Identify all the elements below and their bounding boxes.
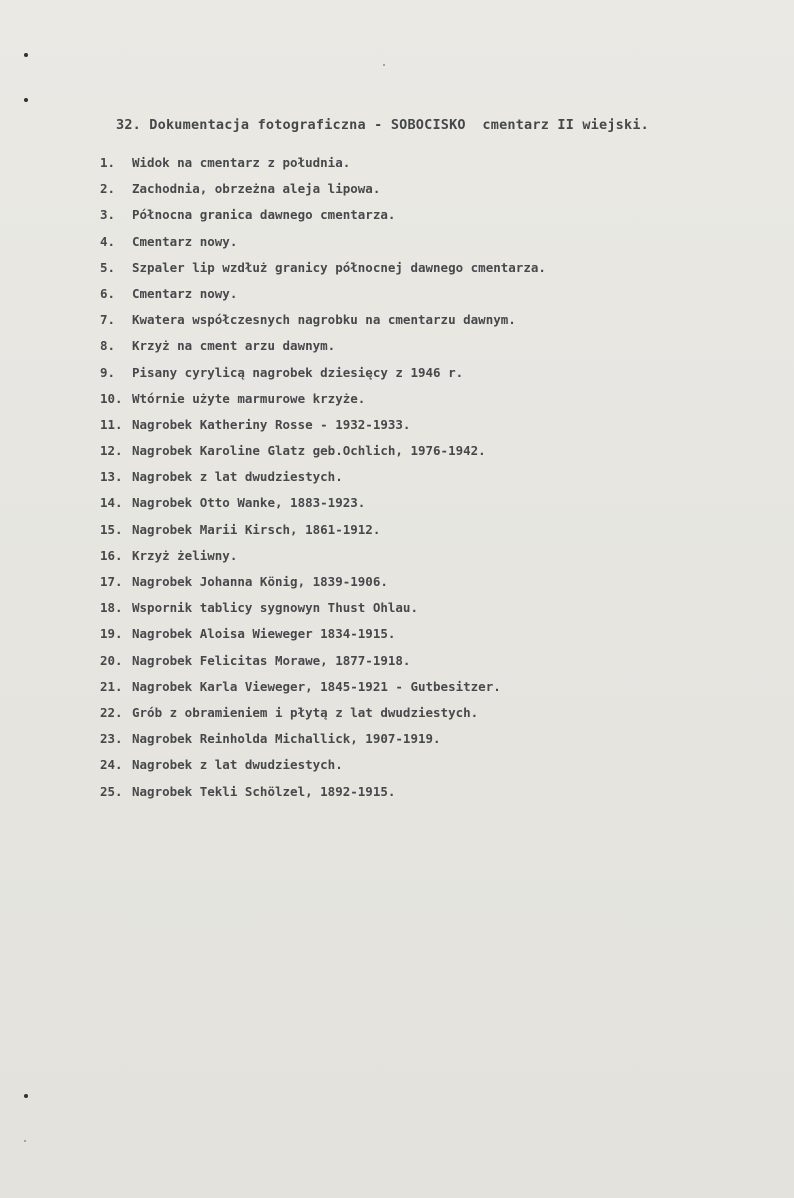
list-item-text: Nagrobek Marii Kirsch, 1861-1912. bbox=[132, 521, 381, 537]
list-item-number: 1. bbox=[100, 155, 116, 170]
list-item bbox=[100, 674, 546, 700]
list-item-text: Nagrobek Karla Vieweger, 1845-1921 - Gutbesitzer. bbox=[132, 678, 501, 694]
list-item-text: Wspornik tablicy sygnowyn Thust Ohlau. bbox=[132, 600, 418, 616]
list-item bbox=[100, 569, 546, 595]
list-item-number: 12. bbox=[100, 443, 123, 459]
list-item-text: Kwatera współczesnych nagrobku na cmentarzu dawnym. bbox=[132, 312, 516, 328]
list-item bbox=[100, 517, 546, 543]
list-item-number: 18. bbox=[100, 600, 123, 616]
list-item-number: 7. bbox=[100, 312, 116, 328]
list-item bbox=[100, 255, 546, 281]
punch-hole-mark bbox=[24, 1094, 28, 1098]
list-item bbox=[100, 333, 546, 359]
list-item bbox=[100, 150, 546, 176]
list-item bbox=[100, 307, 546, 333]
list-item-text: Cmentarz nowy. bbox=[132, 285, 238, 301]
list-item-number: 16. bbox=[100, 547, 123, 563]
list-item bbox=[100, 438, 546, 464]
punch-hole-mark bbox=[24, 53, 28, 57]
list-item-text: Nagrobek Aloisa Wieweger 1834-1915. bbox=[132, 626, 396, 642]
punch-hole-mark bbox=[24, 98, 28, 102]
list-item-number: 6. bbox=[100, 285, 116, 301]
list-item-text: Widok na cmentarz z południa. bbox=[132, 155, 351, 170]
list-item-text: Północna granica dawnego cmentarza. bbox=[132, 207, 396, 223]
list-item-number: 21. bbox=[100, 678, 123, 694]
list-item-text: Szpaler lip wzdłuż granicy północnej dawnego cmentarza. bbox=[132, 259, 546, 275]
list-item-number: 10. bbox=[100, 390, 123, 406]
list-item bbox=[100, 543, 546, 569]
list-item-number: 5. bbox=[100, 259, 116, 275]
list-item bbox=[100, 621, 546, 647]
list-item-text: Nagrobek Otto Wanke, 1883-1923. bbox=[132, 495, 366, 511]
list-item-text: Krzyż żeliwny. bbox=[132, 547, 238, 563]
paper-speck bbox=[383, 64, 385, 66]
list-item-number: 13. bbox=[100, 469, 123, 485]
list-item-text: Zachodnia, obrzeżna aleja lipowa. bbox=[132, 181, 381, 197]
list-item-text: Cmentarz nowy. bbox=[132, 233, 238, 249]
list-item-number: 3. bbox=[100, 207, 116, 223]
paper-speck bbox=[24, 1140, 26, 1142]
list-item bbox=[100, 176, 546, 202]
list-item-text: Nagrobek z lat dwudziestych. bbox=[132, 469, 343, 485]
photo-list bbox=[100, 150, 546, 805]
list-item-text: Pisany cyrylicą nagrobek dziesięcy z 1946 r. bbox=[132, 364, 464, 380]
list-item bbox=[100, 386, 546, 412]
list-item-text: Wtórnie użyte marmurowe krzyże. bbox=[132, 390, 366, 406]
list-item bbox=[100, 648, 546, 674]
list-item-number: 22. bbox=[100, 704, 123, 720]
list-item bbox=[100, 412, 546, 438]
list-item-number: 24. bbox=[100, 757, 123, 773]
list-item-number: 20. bbox=[100, 652, 123, 668]
list-item-number: 9. bbox=[100, 364, 116, 380]
list-item bbox=[100, 595, 546, 621]
list-item-text: Krzyż na cment arzu dawnym. bbox=[132, 338, 336, 354]
list-item-number: 14. bbox=[100, 495, 123, 511]
list-item bbox=[100, 726, 546, 752]
list-item-text: Nagrobek Felicitas Morawe, 1877-1918. bbox=[132, 652, 411, 668]
list-item bbox=[100, 464, 546, 490]
list-item-text: Nagrobek Reinholda Michallick, 1907-1919. bbox=[132, 731, 441, 747]
document-heading: 32. Dokumentacja fotograficzna - SOBOCISKO cmentarz II wiejski. bbox=[116, 117, 649, 133]
list-item-number: 2. bbox=[100, 181, 116, 197]
list-item bbox=[100, 281, 546, 307]
list-item bbox=[100, 229, 546, 255]
list-item bbox=[100, 202, 546, 228]
list-item-number: 23. bbox=[100, 731, 123, 747]
list-item-number: 4. bbox=[100, 233, 116, 249]
list-item bbox=[100, 752, 546, 778]
list-item-number: 19. bbox=[100, 626, 123, 642]
list-item bbox=[100, 490, 546, 516]
list-item-text: Grób z obramieniem i płytą z lat dwudziestych. bbox=[132, 704, 479, 720]
list-item-text: Nagrobek Johanna König, 1839-1906. bbox=[132, 574, 388, 589]
list-item bbox=[100, 779, 546, 805]
list-item-number: 15. bbox=[100, 521, 123, 537]
list-item-text: Nagrobek Karoline Glatz geb.Ochlich, 1976-1942. bbox=[132, 443, 486, 459]
list-item bbox=[100, 700, 546, 726]
list-item-number: 8. bbox=[100, 338, 116, 354]
list-item-number: 11. bbox=[100, 416, 123, 432]
list-item-number: 17. bbox=[100, 574, 123, 589]
list-item-number: 25. bbox=[100, 783, 123, 799]
list-item-text: Nagrobek Katheriny Rosse - 1932-1933. bbox=[132, 416, 411, 432]
list-item-text: Nagrobek z lat dwudziestych. bbox=[132, 757, 343, 773]
list-item-text: Nagrobek Tekli Schölzel, 1892-1915. bbox=[132, 783, 396, 799]
list-item bbox=[100, 360, 546, 386]
